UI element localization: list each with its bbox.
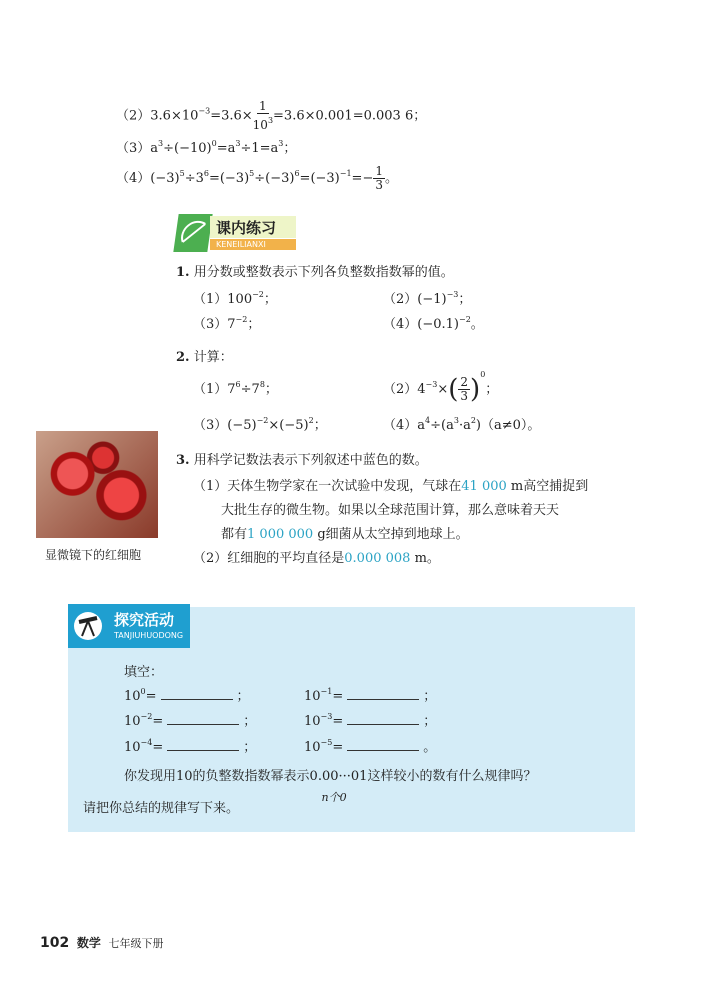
practice-header — [176, 214, 298, 252]
example-line-4: $(4)(-3)^5\div 3^6=(-3)^5\div(-3)^6=(-3)^{-1}=-$ $\frac{1}{3}$ 。 — [116, 164, 398, 192]
explore-subtitle: TANJIUHUODONG — [114, 631, 184, 640]
answer-blank[interactable] — [161, 687, 233, 700]
q2-b: $(2)4^{-3}\times$( $\frac{2}{3}$ )$^0$； — [383, 370, 499, 405]
q2-a: $(1)7^6\div 7^8$； — [193, 380, 278, 397]
explore-question: 你发现用10的负整数指数幂表示0.00···01 n个0 这样较小的数有什么规律吗？ — [124, 769, 537, 804]
fill-item: $10^{-3}=$ ； — [304, 712, 437, 729]
q1-c: $(3)7^{-2}$； — [193, 315, 261, 332]
image-caption: 显微镜下的红细胞 — [45, 548, 142, 562]
explore-header — [68, 604, 190, 648]
answer-blank[interactable] — [347, 712, 419, 725]
q1: 1. 用分数或整数表示下列各负整数指数幂的值。 — [176, 265, 454, 280]
fill-item: $10^{-1}=$ ； — [304, 687, 437, 704]
answer-blank[interactable] — [167, 738, 239, 751]
q3-1-line1: （1）天体生物学家在一次试验中发现，气球在41 000 m高空捕捉到 — [193, 479, 589, 494]
explore-title: 探究活动 — [114, 611, 175, 629]
telescope-icon — [74, 612, 102, 640]
fill-item: $10^{-2}=$ ； — [124, 712, 257, 729]
q3-1-line3: 都有1 000 000 g细菌从太空掉到地球上。 — [221, 527, 469, 542]
example-line-2: $(2)3.6\times 10^{-3}=3.6\times$ $\frac{1}{10^3}$ =3.6×0.001=0.003 6； — [116, 99, 427, 132]
underbrace-label: n个0 — [321, 791, 347, 804]
protractor-icon — [173, 214, 212, 252]
fill-item: $10^{-5}=$ 。 — [304, 738, 437, 755]
q3-2: （2）红细胞的平均直径是0.000 008 m。 — [193, 551, 440, 566]
red-blood-cell-image — [36, 431, 158, 538]
q2-c: $(3)(-5)^{-2}\times(-5)^2$； — [193, 416, 327, 433]
practice-title: 课内练习 — [216, 219, 277, 237]
q1-d: $(4)(-0.1)^{-2}$。 — [383, 315, 484, 332]
q1-b: $(2)(-1)^{-3}$； — [383, 290, 472, 307]
q2: 2. 计算： — [176, 350, 233, 365]
footer: 102 数学 七年级下册 — [40, 935, 164, 951]
q2-d: $(4)a^4\div(a^3\cdot a^2)(a\ne 0)$。 — [383, 416, 541, 433]
explore-instruction: 请把你总结的规律写下来。 — [83, 801, 240, 816]
answer-blank[interactable] — [347, 738, 419, 751]
practice-subtitle: KENEILIANXI — [210, 239, 296, 250]
fill-label: 填空： — [124, 665, 164, 680]
q3: 3. 用科学记数法表示下列叙述中蓝色的数。 — [176, 453, 428, 468]
fill-item: $10^{-4}=$ ； — [124, 738, 257, 755]
q3-1-line2: 大批生存的微生物。如果以全球范围计算，那么意味着天天 — [221, 503, 560, 518]
example-line-3: $(3)a^3\div(-10)^0=a^3\div 1=a^3$； — [116, 139, 297, 156]
answer-blank[interactable] — [167, 712, 239, 725]
fill-item: $10^0=$ ； — [124, 687, 250, 704]
underbrace-number: 0.00···01 — [309, 769, 368, 784]
answer-blank[interactable] — [347, 687, 419, 700]
q1-a: $(1)100^{-2}$； — [193, 290, 277, 307]
